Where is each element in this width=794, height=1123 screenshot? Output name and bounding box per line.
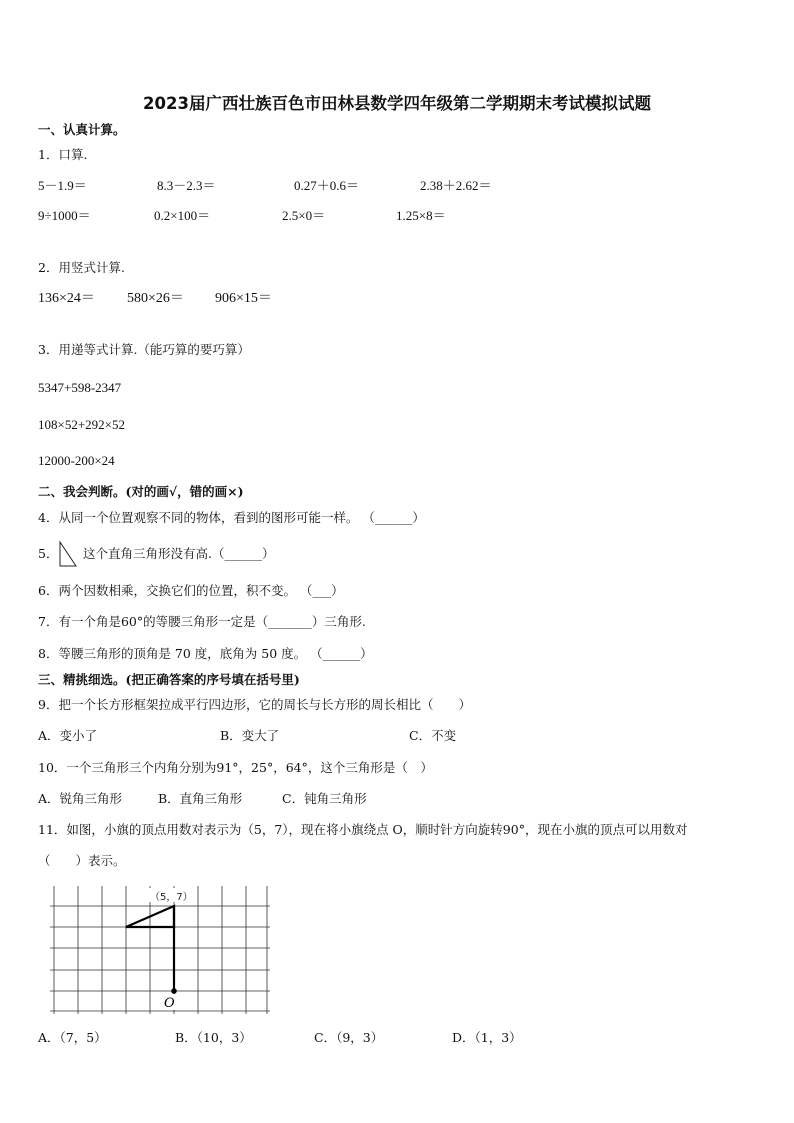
q6-text: 6．两个因数相乘，交换它们的位置，积不变。 （___）	[38, 583, 344, 598]
q1-item: 2.38＋2.62＝	[420, 178, 492, 193]
q3-item: 12000-200×24	[38, 453, 115, 468]
q2-item: 906×15＝	[215, 291, 272, 306]
point-label: （5，7）	[150, 892, 193, 903]
q9-option-b: B．变大了	[220, 728, 280, 743]
grid-lines	[50, 886, 270, 1014]
q10-option-a: A．锐角三角形	[38, 791, 123, 806]
q5-text: 这个直角三角形没有高.（______）	[83, 546, 275, 561]
q11-option-d: D．（1，3）	[452, 1030, 522, 1045]
q11-text-line-1: 11．如图，小旗的顶点用数对表示为（5，7），现在将小旗绕点 O，顺时针方向旋转90°，现在小旗的顶点可以用数对	[38, 822, 688, 837]
q10-option-b: B．直角三角形	[158, 791, 243, 806]
q9-text: 9．把一个长方形框架拉成平行四边形，它的周长与长方形的周长相比（ ）	[38, 697, 471, 712]
point-o	[171, 988, 177, 994]
q1-label: 1．口算.	[38, 147, 88, 162]
origin-label: O	[164, 996, 175, 1011]
q1-item: 9÷1000＝	[38, 208, 91, 223]
page-title: 2023届广西壮族百色市田林县数学四年级第二学期期末考试模拟试题	[143, 94, 651, 113]
q1-item: 0.2×100＝	[154, 208, 211, 223]
q10-option-c: C．钝角三角形	[282, 791, 367, 806]
q11-option-c: C．（9，3）	[314, 1030, 384, 1045]
q2-item: 580×26＝	[127, 291, 184, 306]
grid-flag-figure	[50, 886, 270, 1014]
section-3-heading: 三、精挑细选。(把正确答案的序号填在括号里)	[38, 672, 300, 687]
q4-text: 4．从同一个位置观察不同的物体，看到的图形可能一样。 （______）	[38, 510, 425, 525]
q5-number: 5．	[38, 546, 59, 561]
right-triangle-figure	[58, 540, 78, 568]
q1-item: 8.3－2.3＝	[157, 178, 216, 193]
q3-item: 108×52+292×52	[38, 417, 125, 432]
q11-option-a: A．（7，5）	[38, 1030, 107, 1045]
q2-item: 136×24＝	[38, 291, 95, 306]
q3-item: 5347+598-2347	[38, 380, 122, 395]
q9-option-c: C．不变	[409, 728, 457, 743]
q8-text: 8．等腰三角形的顶角是 70 度，底角为 50 度。 （______）	[38, 646, 373, 661]
q2-label: 2．用竖式计算.	[38, 260, 125, 275]
q1-item: 0.27＋0.6＝	[294, 178, 360, 193]
q7-text: 7．有一个角是60°的等腰三角形一定是（_______）三角形.	[38, 614, 366, 629]
q11-option-b: B．（10，3）	[175, 1030, 252, 1045]
q10-text: 10．一个三角形三个内角分别为91°，25°，64°，这个三角形是（ ）	[38, 760, 433, 775]
section-1-heading: 一、认真计算。	[38, 122, 126, 137]
q9-option-a: A．变小了	[38, 728, 98, 743]
q3-label: 3．用递等式计算.（能巧算的要巧算）	[38, 342, 250, 357]
q11-text-line-2: （ ）表示。	[38, 853, 126, 868]
section-2-heading: 二、我会判断。(对的画√，错的画×)	[38, 484, 244, 499]
q1-item: 1.25×8＝	[396, 208, 446, 223]
q1-item: 2.5×0＝	[282, 208, 326, 223]
q1-item: 5－1.9＝	[38, 178, 87, 193]
